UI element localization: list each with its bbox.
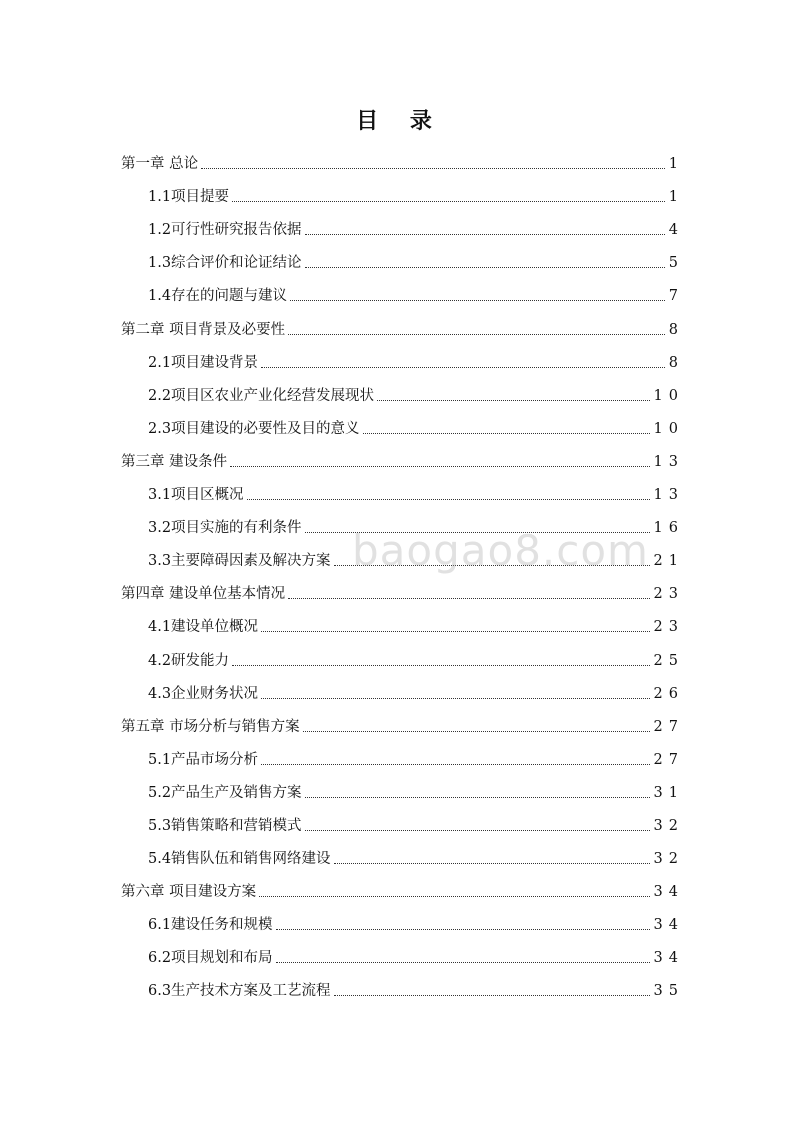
toc-page-number: 16	[653, 520, 684, 537]
toc-section-entry[interactable]	[121, 240, 684, 273]
toc-section-entry[interactable]	[121, 637, 684, 670]
table-of-contents	[121, 141, 684, 1001]
toc-dot-leader	[230, 466, 649, 467]
toc-section-entry[interactable]	[121, 935, 684, 968]
toc-chapter-entry[interactable]	[121, 306, 684, 339]
toc-section-entry[interactable]	[121, 968, 684, 1001]
toc-page-number: 34	[653, 917, 684, 934]
toc-entry-label: 2.2项目区农业产业化经营发展现状	[148, 387, 375, 404]
toc-entry-label: 第三章 建设条件	[121, 453, 228, 470]
toc-section-entry[interactable]	[121, 836, 684, 869]
toc-section-entry[interactable]	[121, 538, 684, 571]
toc-page-number: 23	[653, 586, 684, 603]
toc-dot-leader	[232, 665, 649, 666]
toc-entry-label: 5.2产品生产及销售方案	[148, 784, 302, 801]
toc-page-number: 27	[653, 718, 684, 735]
toc-dot-leader	[232, 201, 665, 202]
toc-section-entry[interactable]	[121, 770, 684, 803]
toc-section-entry[interactable]	[121, 273, 684, 306]
toc-page-number: 5	[668, 255, 684, 272]
toc-page-number: 34	[653, 884, 684, 901]
toc-section-entry[interactable]	[121, 737, 684, 770]
toc-entry-label: 2.3项目建设的必要性及目的意义	[148, 420, 360, 437]
toc-entry-label: 5.4销售队伍和销售网络建设	[148, 851, 331, 868]
toc-section-entry[interactable]	[121, 340, 684, 373]
toc-entry-label: 第一章 总论	[121, 156, 199, 173]
toc-dot-leader	[334, 995, 650, 996]
toc-entry-label: 4.3企业财务状况	[148, 685, 259, 702]
toc-section-entry[interactable]	[121, 373, 684, 406]
toc-section-entry[interactable]	[121, 902, 684, 935]
toc-page-number: 35	[653, 983, 684, 1000]
toc-page-number: 1	[668, 156, 684, 173]
toc-entry-label: 1.3综合评价和论证结论	[148, 255, 302, 272]
toc-page-number: 10	[653, 387, 684, 404]
toc-chapter-entry[interactable]	[121, 141, 684, 174]
toc-dot-leader	[259, 896, 649, 897]
toc-dot-leader	[276, 962, 650, 963]
toc-section-entry[interactable]	[121, 671, 684, 704]
toc-page-number: 8	[668, 354, 684, 371]
toc-entry-label: 第六章 项目建设方案	[121, 884, 257, 901]
toc-section-entry[interactable]	[121, 472, 684, 505]
toc-page-number: 1	[668, 189, 684, 206]
toc-dot-leader	[303, 731, 650, 732]
toc-page-number: 25	[653, 652, 684, 669]
toc-entry-label: 第五章 市场分析与销售方案	[121, 718, 300, 735]
toc-dot-leader	[247, 499, 650, 500]
toc-entry-label: 2.1项目建设背景	[148, 354, 259, 371]
toc-dot-leader	[305, 797, 650, 798]
toc-page-number: 13	[653, 453, 684, 470]
toc-page-number: 21	[653, 553, 684, 570]
watermark-text: baogao8.com	[352, 526, 649, 575]
toc-dot-leader	[377, 400, 649, 401]
toc-entry-label: 3.2项目实施的有利条件	[148, 520, 302, 537]
toc-title: 目 录	[356, 108, 444, 134]
toc-dot-leader	[363, 433, 650, 434]
toc-entry-label: 4.2研发能力	[148, 652, 230, 669]
toc-dot-leader	[334, 565, 650, 566]
toc-page-number: 34	[653, 950, 684, 967]
toc-dot-leader	[288, 598, 649, 599]
toc-dot-leader	[305, 234, 665, 235]
toc-page-number: 32	[653, 851, 684, 868]
toc-dot-leader	[261, 367, 665, 368]
toc-entry-label: 4.1建设单位概况	[148, 619, 259, 636]
toc-dot-leader	[261, 764, 649, 765]
toc-chapter-entry[interactable]	[121, 704, 684, 737]
toc-section-entry[interactable]	[121, 604, 684, 637]
toc-dot-leader	[290, 300, 665, 301]
toc-dot-leader	[288, 334, 665, 335]
toc-entry-label: 1.4存在的问题与建议	[148, 288, 288, 305]
toc-dot-leader	[276, 929, 650, 930]
toc-page-number: 13	[653, 487, 684, 504]
toc-page-number: 8	[668, 321, 684, 338]
toc-page-number: 10	[653, 420, 684, 437]
toc-page-number: 31	[653, 784, 684, 801]
toc-entry-label: 5.3销售策略和营销模式	[148, 817, 302, 834]
toc-chapter-entry[interactable]	[121, 439, 684, 472]
toc-entry-label: 6.1建设任务和规模	[148, 917, 273, 934]
toc-dot-leader	[261, 631, 649, 632]
toc-page-number: 4	[668, 222, 684, 239]
toc-entry-label: 3.3主要障碍因素及解决方案	[148, 553, 331, 570]
toc-chapter-entry[interactable]	[121, 571, 684, 604]
toc-chapter-entry[interactable]	[121, 869, 684, 902]
toc-dot-leader	[334, 863, 650, 864]
toc-page-number: 23	[653, 619, 684, 636]
toc-dot-leader	[305, 267, 665, 268]
toc-section-entry[interactable]	[121, 803, 684, 836]
toc-dot-leader	[305, 532, 650, 533]
toc-section-entry[interactable]	[121, 406, 684, 439]
toc-entry-label: 5.1产品市场分析	[148, 751, 259, 768]
toc-entry-label: 第二章 项目背景及必要性	[121, 321, 286, 338]
toc-entry-label: 第四章 建设单位基本情况	[121, 586, 286, 603]
toc-page-number: 32	[653, 817, 684, 834]
toc-dot-leader	[261, 698, 649, 699]
toc-dot-leader	[305, 830, 650, 831]
toc-entry-label: 3.1项目区概况	[148, 487, 244, 504]
toc-entry-label: 6.2项目规划和布局	[148, 950, 273, 967]
toc-entry-label: 1.2可行性研究报告依据	[148, 222, 302, 239]
toc-entry-label: 6.3生产技术方案及工艺流程	[148, 983, 331, 1000]
toc-page-number: 7	[668, 288, 684, 305]
toc-page-number: 26	[653, 685, 684, 702]
toc-section-entry[interactable]	[121, 505, 684, 538]
toc-section-entry[interactable]	[121, 207, 684, 240]
toc-section-entry[interactable]	[121, 174, 684, 207]
toc-page-number: 27	[653, 751, 684, 768]
toc-entry-label: 1.1项目提要	[148, 189, 230, 206]
toc-dot-leader	[201, 168, 665, 169]
